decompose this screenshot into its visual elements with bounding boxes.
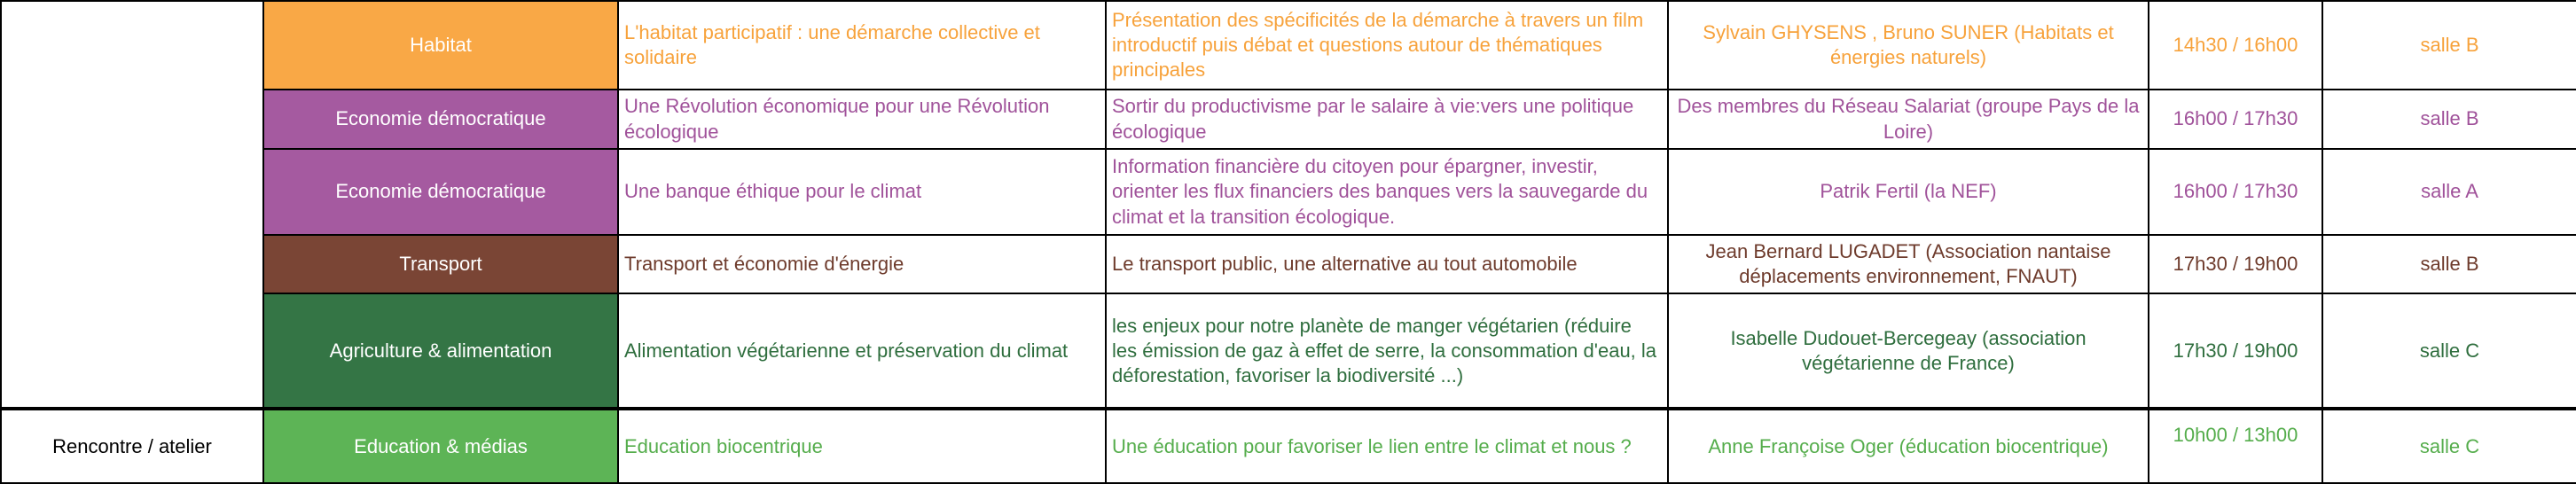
table-row[interactable]	[1, 235, 2576, 293]
table-row[interactable]	[1, 90, 2576, 149]
description-text: Une éducation pour favoriser le lien entre le climat et nous ?	[1112, 434, 1632, 457]
group-cell-empty	[1, 1, 263, 409]
speaker-text: Jean Bernard LUGADET (Association nantaise déplacements environnement, FNAUT)	[1705, 240, 2111, 288]
title-cell[interactable]	[618, 409, 1106, 483]
time-text: 14h30 / 16h00	[2173, 33, 2298, 56]
time-text: 17h30 / 19h00	[2173, 339, 2298, 362]
time-cell[interactable]	[2149, 1, 2322, 90]
title-text: Une Révolution économique pour une Révolution écologique	[624, 95, 1050, 143]
room-text: salle C	[2419, 434, 2480, 457]
title-text: L'habitat participatif : une démarche collective et solidaire	[624, 20, 1040, 68]
time-text: 10h00 / 13h00	[2173, 424, 2298, 447]
speaker-cell[interactable]	[1668, 293, 2149, 409]
description-cell[interactable]	[1106, 90, 1668, 149]
speaker-text: Patrik Fertil (la NEF)	[1820, 180, 1997, 203]
speaker-cell[interactable]	[1668, 90, 2149, 149]
time-text: 17h30 / 19h00	[2173, 253, 2298, 276]
category-label: Economie démocratique	[335, 180, 546, 203]
room-cell[interactable]	[2322, 409, 2576, 483]
category-cell[interactable]	[263, 293, 618, 409]
category-cell[interactable]	[263, 409, 618, 483]
table-row[interactable]	[1, 1, 2576, 90]
description-text: Le transport public, une alternative au tout automobile	[1112, 253, 1578, 276]
title-cell[interactable]	[618, 90, 1106, 149]
description-text: Présentation des spécificités de la démarche à travers un film introductif puis débat et questions autour de thématiques principales	[1112, 8, 1644, 82]
category-cell[interactable]	[263, 1, 618, 90]
speaker-cell[interactable]	[1668, 149, 2149, 235]
description-text: Information financière du citoyen pour épargner, investir, orienter les flux financiers des banques vers la sauvegarde du climat et la transition écologique.	[1112, 155, 1648, 228]
room-cell[interactable]	[2322, 235, 2576, 293]
time-text: 16h00 / 17h30	[2173, 180, 2298, 203]
speaker-text: Des membres du Réseau Salariat (groupe Pays de la Loire)	[1677, 95, 2140, 143]
category-cell[interactable]	[263, 90, 618, 149]
category-label: Transport	[399, 253, 482, 276]
description-cell[interactable]	[1106, 293, 1668, 409]
speaker-text: Isabelle Dudouet-Bercegeay (association végétarienne de France)	[1730, 326, 2087, 374]
group-label: Rencontre / atelier	[52, 434, 212, 457]
description-text: les enjeux pour notre planète de manger végétarien (réduire les émission de gaz à effet de serre, la consommation d'eau, la déforestation, favoriser la biodiversité ...)	[1112, 314, 1657, 386]
time-text: 16h00 / 17h30	[2173, 107, 2298, 130]
description-cell[interactable]	[1106, 235, 1668, 293]
room-text: salle C	[2419, 339, 2480, 362]
title-text: Transport et économie d'énergie	[624, 253, 904, 276]
category-label: Economie démocratique	[335, 107, 546, 130]
title-text: Alimentation végétarienne et préservation du climat	[624, 339, 1069, 362]
room-text: salle B	[2420, 33, 2479, 56]
category-label: Agriculture & alimentation	[329, 339, 552, 362]
room-text: salle A	[2421, 180, 2478, 203]
description-cell[interactable]	[1106, 409, 1668, 483]
table-row[interactable]	[1, 149, 2576, 235]
speaker-cell[interactable]	[1668, 1, 2149, 90]
table-row[interactable]	[1, 409, 2576, 483]
speaker-cell[interactable]	[1668, 235, 2149, 293]
speaker-cell[interactable]	[1668, 409, 2149, 483]
time-cell[interactable]	[2149, 409, 2322, 483]
time-cell[interactable]	[2149, 293, 2322, 409]
time-cell[interactable]	[2149, 235, 2322, 293]
title-cell[interactable]	[618, 1, 1106, 90]
room-cell[interactable]	[2322, 1, 2576, 90]
room-cell[interactable]	[2322, 293, 2576, 409]
title-text: Une banque éthique pour le climat	[624, 180, 922, 203]
room-cell[interactable]	[2322, 90, 2576, 149]
category-cell[interactable]	[263, 149, 618, 235]
table-row[interactable]	[1, 293, 2576, 409]
room-text: salle B	[2420, 253, 2479, 276]
time-cell[interactable]	[2149, 90, 2322, 149]
table-body	[1, 1, 2576, 483]
speaker-text: Anne Françoise Oger (éducation biocentrique)	[1708, 434, 2109, 457]
title-cell[interactable]	[618, 235, 1106, 293]
speaker-text: Sylvain GHYSENS , Bruno SUNER (Habitats et énergies naturels)	[1703, 20, 2114, 68]
category-label: Habitat	[410, 33, 472, 56]
description-text: Sortir du productivisme par le salaire à vie:vers une politique écologique	[1112, 95, 1634, 143]
title-cell[interactable]	[618, 149, 1106, 235]
category-label: Education & médias	[354, 434, 528, 457]
title-cell[interactable]	[618, 293, 1106, 409]
room-text: salle B	[2420, 107, 2479, 130]
room-cell[interactable]	[2322, 149, 2576, 235]
category-cell[interactable]	[263, 235, 618, 293]
description-cell[interactable]	[1106, 1, 1668, 90]
time-cell[interactable]	[2149, 149, 2322, 235]
title-text: Education biocentrique	[624, 434, 823, 457]
group-label-cell[interactable]	[1, 409, 263, 483]
description-cell[interactable]	[1106, 149, 1668, 235]
